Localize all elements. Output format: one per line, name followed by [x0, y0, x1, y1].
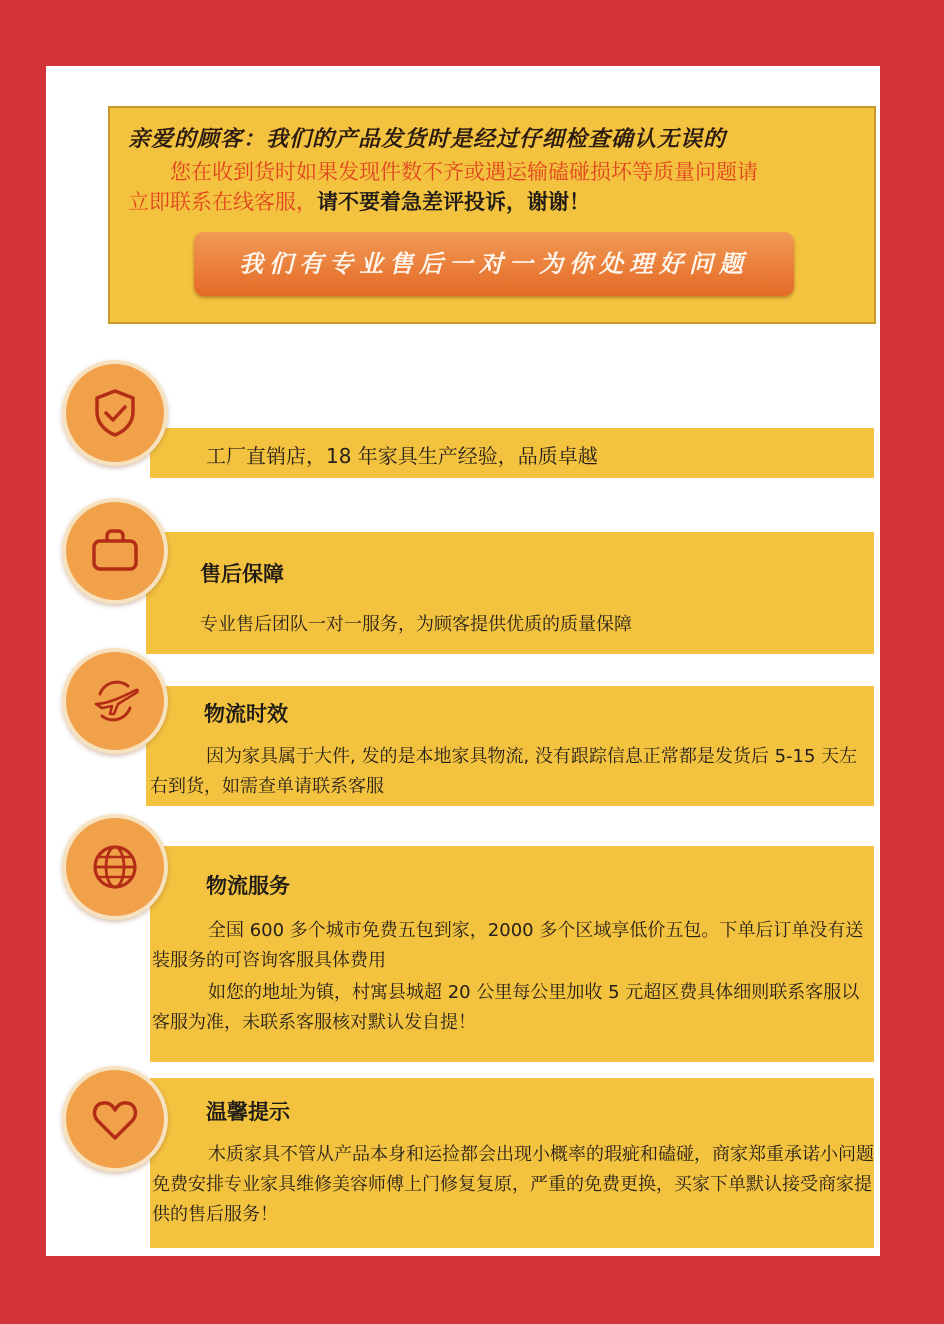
heart-icon	[88, 1092, 142, 1146]
section-text: 因为家具属于大件, 发的是本地家具物流, 没有跟踪信息正常都是发货后 5-15 天左右到货，如需查单请联系客服	[150, 746, 858, 797]
section-text: 全国 600 多个城市免费五包到家，2000 多个区域享低价五包。下单后订单没有送装服务的可咨询客服具体费用	[152, 920, 864, 971]
section-icon-circle	[62, 648, 168, 754]
section-factory	[150, 428, 874, 478]
contact-line	[128, 186, 590, 216]
airplane-orbit-icon	[88, 674, 142, 728]
section-tips	[150, 1078, 874, 1248]
section-title: 物流时效	[204, 702, 288, 726]
shield-check-icon	[88, 386, 142, 440]
notice-text: 您在收到货时如果发现件数不齐或遇运输磕碰损坏等质量问题请	[170, 160, 758, 184]
after-sales-banner-button[interactable]: 我们有专业售后一对一为你处理好问题	[194, 232, 794, 296]
contact-bold-text: 请不要着急差评投诉，谢谢！	[317, 190, 590, 214]
bag-icon	[88, 524, 142, 578]
section-title: 售后保障	[200, 562, 284, 586]
section-logistics-service	[150, 846, 874, 1062]
section-text: 专业售后团队一对一服务，为顾客提供优质的质量保障	[200, 614, 632, 635]
section-text-secondary: 如您的地址为镇，村寓县城超 20 公里每公里加收 5 元超区费具体细则联系客服以客服为准，未联系客服核对默认发自提！	[152, 982, 860, 1033]
section-title: 物流服务	[206, 874, 290, 898]
section-icon-circle	[62, 814, 168, 920]
section-title: 温馨提示	[206, 1100, 290, 1124]
notice-box	[108, 106, 876, 324]
greeting-text: 亲爱的顾客：我们的产品发货时是经过仔细检查确认无误的	[128, 126, 727, 152]
section-after-sales	[146, 532, 874, 654]
section-icon-circle	[62, 360, 168, 466]
contact-red-text: 立即联系在线客服，	[128, 190, 317, 214]
globe-icon	[88, 840, 142, 894]
section-text: 工厂直销店，18 年家具生产经验，品质卓越	[206, 444, 598, 468]
section-logistics-time	[146, 686, 874, 806]
content-card	[46, 66, 880, 1256]
section-icon-circle	[62, 1066, 168, 1172]
section-text: 木质家具不管从产品本身和运捡都会出现小概率的瑕疵和磕碰，商家郑重承诺小问题免费安排专业家具维修美容师傅上门修复复原，严重的免费更换，买家下单默认接受商家提供的售后服务！	[152, 1144, 874, 1225]
section-icon-circle	[62, 498, 168, 604]
